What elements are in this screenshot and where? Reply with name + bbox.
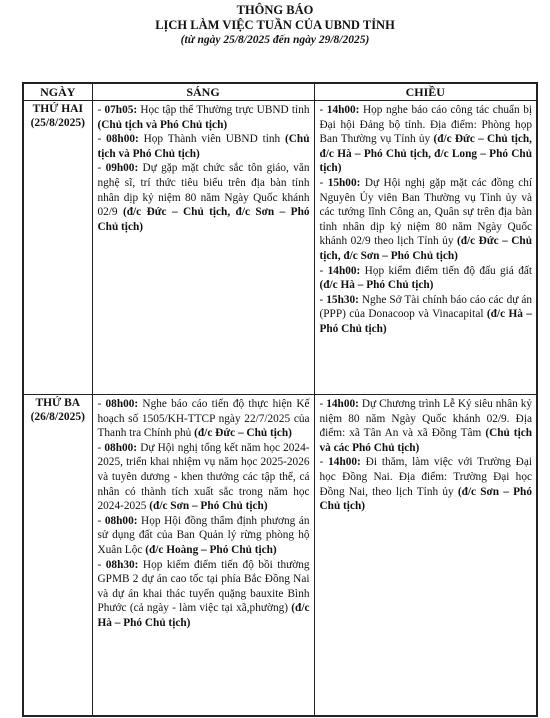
morning-cell xyxy=(92,101,314,395)
entry-text: Họp Thành viên UBND tỉnh xyxy=(138,133,286,146)
entry-time: 14h00: xyxy=(326,398,359,410)
schedule-entry: - 14h00: Đi thăm, làm việc với Trường Đại học Đồng Nai. Địa điểm: Trường Đại học Đồng Nai, theo lịch Tỉnh ủy (đ/c Sơn – Phó Chủ tịch) xyxy=(319,456,532,513)
entry-time: 14h00: xyxy=(326,104,360,116)
day-name: THỨ BA xyxy=(35,397,81,409)
entry-time: 15h30: xyxy=(326,293,359,306)
entry-attendees: (đ/c Hoàng – Phó Chủ tịch) xyxy=(145,543,277,556)
schedule-entry: - 14h00: Dự Chương trình Lễ Kỷ siêu nhân kỷ niệm 80 năm Ngày Quốc khánh 02/9. Địa điểm: xã Tân An và xã Đồng Tâm (Chủ tịch và các Phó Chủ tịch) xyxy=(319,398,533,454)
schedule-entry: - 08h00: Nghe báo cáo tiến độ thực hiện Kế hoạch số 1505/KH-TTCP ngày 22/7/2025 của Thanh tra Chính phủ (đ/c Đức – Chủ tịch) xyxy=(97,398,310,440)
day-date: (25/8/2025) xyxy=(30,117,85,129)
entry-text: Dự Hội nghị tổng kết năm học 2024-2025, triển khai nhiệm vụ năm học 2025-2026 và tuyên dương - khen thưởng các tập thể, cá nhân có thành tích xuất sắc trong năm học 2024-2025 xyxy=(97,441,310,513)
entry-text: Đi thăm, làm việc với Trường Đại học Đồng Nai. Địa điểm: Trường Đại học Đồng Nai, theo lịch Tỉnh ủy xyxy=(319,456,532,498)
entry-text: Họp kiểm điểm tiến độ đấu giá đất xyxy=(360,264,532,277)
entry-time: 08h00: xyxy=(105,398,139,410)
entry-attendees: (Chủ tịch và Phó Chủ tịch) xyxy=(97,118,228,131)
entry-attendees: (Chủ tịch và Phó Chủ tịch) xyxy=(97,133,310,160)
notice-header xyxy=(0,0,550,48)
entry-text: Dự gặp mặt chức sắc tôn giáo, văn nghệ sĩ, trí thức tiêu biểu trên địa bàn tỉnh nhân dịp kỷ niệm 80 năm Ngày Quốc khánh 02/9 xyxy=(97,162,310,219)
column-header-afternoon: CHIỀU xyxy=(314,83,537,101)
entry-time: 08h00: xyxy=(104,514,138,527)
entry-text: Dự Chương trình Lễ Kỷ siêu nhân kỷ niệm 80 năm Ngày Quốc khánh 02/9. Địa điểm: xã Tân An và xã Đồng Tâm xyxy=(319,398,532,440)
table-header-row xyxy=(23,83,537,101)
entry-attendees: (đ/c Hà – Phó Chủ tịch) xyxy=(319,308,532,335)
schedule-entry: - 08h00: Dự Hội nghị tổng kết năm học 2024-2025, triển khai nhiệm vụ năm học 2025-2026 và tuyên dương - khen thưởng các tập thể, cá nhân có thành tích xuất sắc trong năm học 2024-2025 (đ/c Sơn – Phó Chủ tịch) xyxy=(97,441,310,513)
entry-text: Họp kiểm điểm tiến độ bồi thường GPMB 2 dự án cao tốc tại phía Bắc Đồng Nai và dự án khai thác tuyển quặng bauxite Bình Phước (cả ngày - làm việc tại xã,phường) xyxy=(97,558,310,615)
entry-text: Họp Hội đồng thẩm định phương án sử dụng đất của Ban Quản lý rừng phòng hộ Xuân Lộc xyxy=(97,514,310,556)
table-row xyxy=(23,395,537,716)
schedule-entry: - 09h00: Dự gặp mặt chức sắc tôn giáo, văn nghệ sĩ, trí thức tiêu biểu trên địa bàn tỉnh nhân dịp kỷ niệm 80 năm Ngày Quốc khánh 02/9 (đ/c Đức – Chủ tịch, đ/c Sơn – Phó Chủ tịch) xyxy=(97,162,310,233)
entry-time: 07h05: xyxy=(104,104,138,116)
schedule-entry: - 08h00: Họp Hội đồng thẩm định phương án sử dụng đất của Ban Quản lý rừng phòng hộ Xuân Lộc (đ/c Hoàng – Phó Chủ tịch) xyxy=(97,514,310,556)
entry-time: 14h00: xyxy=(327,264,361,277)
schedule-entry: - 15h30: Nghe Sở Tài chính báo cáo các dự án (PPP) của Donacoop và Vinacapital (đ/c Hà – Phó Chủ tịch) xyxy=(319,293,532,335)
entry-time: 15h00: xyxy=(327,176,361,189)
schedule-entry: - 07h05: Học tập thể Thường trực UBND tỉnh (Chủ tịch và Phó Chủ tịch) xyxy=(97,104,310,131)
notice-date-range: (từ ngày 25/8/2025 đến ngày 29/8/2025) xyxy=(180,34,370,46)
day-date: (26/8/2025) xyxy=(30,411,85,423)
day-cell xyxy=(23,101,92,395)
entry-attendees: (đ/c Sơn – Phó Chủ tịch) xyxy=(319,485,532,513)
entry-text: Nghe Sở Tài chính báo cáo các dự án (PPP) của Donacoop và Vinacapital xyxy=(319,293,532,321)
day-name: THỨ HAI xyxy=(32,103,83,115)
entry-attendees: (đ/c Sơn – Phó Chủ tịch) xyxy=(149,500,268,513)
schedule-entry: - 15h00: Dự Hội nghị gặp mặt các đồng chí Nguyên Ủy viên Ban Thường vụ Tỉnh ủy và các tướng lĩnh Công an, Quân sự trên địa bàn tỉnh nhân dịp kỷ niệm 80 năm Ngày Quốc khánh 02/9 theo lịch Tỉnh ủy (đ/c Đức – Chủ tịch, đ/c Sơn – Phó Chủ tịch) xyxy=(319,176,532,262)
entry-text: Nghe báo cáo tiến độ thực hiện Kế hoạch số 1505/KH-TTCP ngày 22/7/2025 của Thanh tra Chính phủ xyxy=(97,398,310,440)
entry-attendees: (đ/c Hà – Phó Chủ tịch) xyxy=(97,602,310,629)
day-cell xyxy=(23,395,92,716)
entry-attendees: (đ/c Đức – Chủ tịch, đ/c Hà – Phó Chủ tịch, đ/c Long – Phó Chủ tịch) xyxy=(319,133,532,175)
entry-time: 14h00: xyxy=(328,456,361,469)
notice-title: THÔNG BÁO xyxy=(236,3,314,17)
afternoon-cell xyxy=(314,395,537,716)
entry-time: 08h00: xyxy=(106,133,139,146)
entry-attendees: (đ/c Đức – Chủ tịch, đ/c Sơn – Phó Chủ tịch) xyxy=(319,235,532,262)
entry-attendees: (đ/c Đức – Chủ tịch, đ/c Sơn – Phó Chủ tịch) xyxy=(97,206,310,233)
entry-text: Dự Hội nghị gặp mặt các đồng chí Nguyên Ủy viên Ban Thường vụ Tỉnh ủy và các tướng lĩnh Công an, Quân sự trên địa bàn tỉnh nhân dịp kỷ niệm 80 năm Ngày Quốc khánh 02/9 theo lịch Tỉnh ủy xyxy=(319,176,532,248)
schedule-entry: - 14h00: Họp kiểm điểm tiến độ đấu giá đất (đ/c Hà – Phó Chủ tịch) xyxy=(319,264,532,292)
entry-text: Học tập thể Thường trực UBND tỉnh xyxy=(137,104,310,116)
column-header-day: NGÀY xyxy=(23,83,92,101)
entry-text: Họp nghe báo cáo công tác chuẩn bị Đại hội Đảng bộ tỉnh. Địa điểm: Phòng họp Ban Thường vụ Tỉnh ủy xyxy=(319,104,532,146)
morning-cell xyxy=(92,395,314,716)
entry-attendees: (đ/c Đức – Chủ tịch) xyxy=(194,427,292,440)
afternoon-cell xyxy=(314,101,537,395)
schedule-table xyxy=(22,82,538,717)
entry-time: 08h30: xyxy=(105,558,139,571)
column-header-morning: SÁNG xyxy=(92,83,314,101)
table-row xyxy=(23,101,537,395)
schedule-entry: - 08h00: Họp Thành viên UBND tỉnh (Chủ tịch và Phó Chủ tịch) xyxy=(97,133,310,160)
notice-subtitle: LỊCH LÀM VIỆC TUẦN CỦA UBND TỈNH xyxy=(155,18,395,32)
schedule-entry: - 08h30: Họp kiểm điểm tiến độ bồi thường GPMB 2 dự án cao tốc tại phía Bắc Đồng Nai và dự án khai thác tuyển quặng bauxite Bình Phước (cả ngày - làm việc tại xã,phường) (đ/c Hà – Phó Chủ tịch) xyxy=(97,558,310,629)
schedule-entry: - 14h00: Họp nghe báo cáo công tác chuẩn bị Đại hội Đảng bộ tỉnh. Địa điểm: Phòng họp Ban Thường vụ Tỉnh ủy (đ/c Đức – Chủ tịch, đ/c Hà – Phó Chủ tịch, đ/c Long – Phó Chủ tịch) xyxy=(319,104,532,175)
entry-attendees: (đ/c Hà – Phó Chủ tịch) xyxy=(319,279,434,292)
entry-time: 09h00: xyxy=(105,162,139,175)
entry-attendees: (Chủ tịch và các Phó Chủ tịch) xyxy=(319,427,533,454)
entry-time: 08h00: xyxy=(104,441,138,454)
